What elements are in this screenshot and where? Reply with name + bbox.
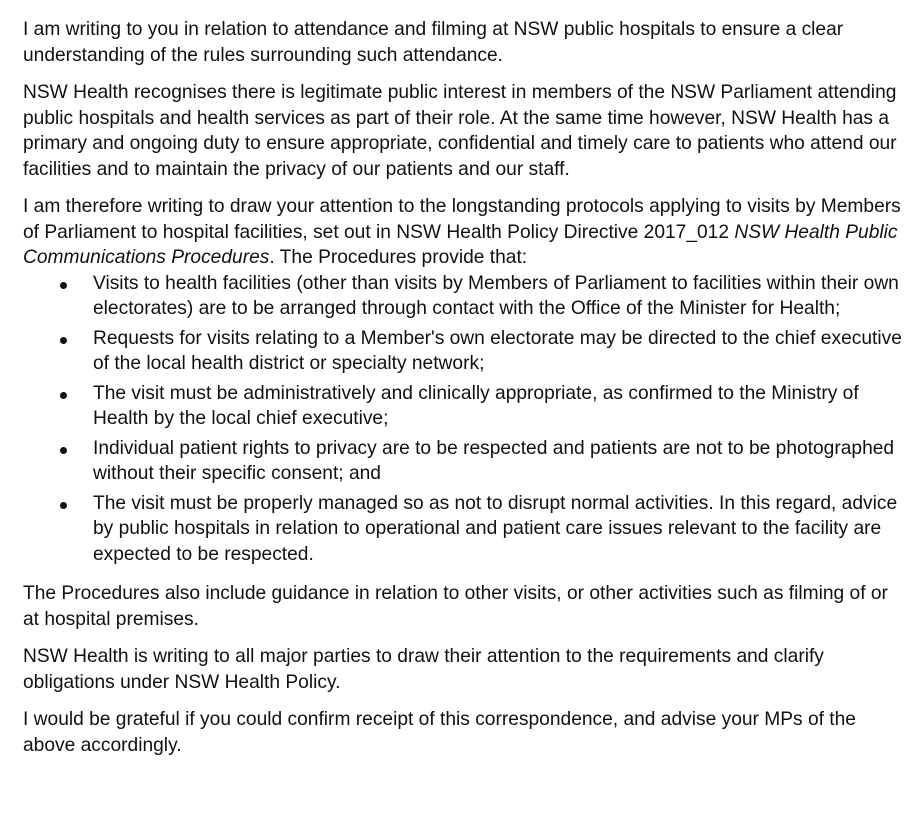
list-item-text: The visit must be properly managed so as not to disrupt normal activities. In this regard, advice by public hospitals in relation to operational and patient care issues relevant to the facility are expected to be respected. — [93, 492, 898, 565]
paragraph-other-visits: The Procedures also include guidance in relation to other visits, or other activities such as filming of or at hospital premises. — [23, 583, 888, 630]
letter-body — [23, 17, 908, 770]
list-item-text: The visit must be administratively and clinically appropriate, as confirmed to the Ministry of Health by the local chief executive; — [93, 382, 859, 429]
list-item — [23, 326, 908, 377]
list-item — [23, 271, 908, 322]
list-item-text: Individual patient rights to privacy are to be respected and patients are not to be photographed without their specific consent; and — [93, 437, 895, 484]
list-item — [23, 436, 908, 487]
paragraph-closing: I would be grateful if you could confirm receipt of this correspondence, and advise your MPs of the above accordingly. — [23, 709, 856, 756]
paragraph-parties: NSW Health is writing to all major parties to draw their attention to the requirements and clarify obligations under NSW Health Policy. — [23, 646, 824, 693]
bullet-icon — [60, 337, 67, 344]
paragraph-public-interest: NSW Health recognises there is legitimate public interest in members of the NSW Parliament attending public hospitals and health services as part of their role. At the same time however, NSW Health has a primary and ongoing duty to ensure appropriate, confidential and timely care to patients who attend our facilities and to maintain the privacy of our patients and our staff. — [23, 82, 897, 180]
list-item — [23, 491, 908, 568]
bullet-icon — [60, 502, 67, 509]
paragraph-protocols — [23, 194, 908, 271]
bullet-icon — [60, 282, 67, 289]
procedures-list — [23, 271, 908, 568]
bullet-icon — [60, 447, 67, 454]
list-item-text: Visits to health facilities (other than visits by Members of Parliament to facilities within their own electorates) are to be arranged through contact with the Office of the Minister for Health; — [93, 272, 899, 319]
protocols-text: I am therefore writing to draw your attention to the longstanding protocols applying to visits by Members of Parliament to hospital facilities, set out in NSW Health Policy Directive 2017_012 — [23, 196, 901, 243]
list-item — [23, 381, 908, 432]
protocols-text-end: . The Procedures provide that: — [269, 247, 528, 268]
paragraph-intro: I am writing to you in relation to attendance and filming at NSW public hospitals to ensure a clear understanding of the rules surrounding such attendance. — [23, 19, 844, 66]
list-item-text: Requests for visits relating to a Member's own electorate may be directed to the chief executive of the local health district or specialty network; — [93, 327, 902, 374]
policy-title: NSW Health Public Communications Procedures — [23, 221, 898, 268]
bullet-icon — [60, 392, 67, 399]
